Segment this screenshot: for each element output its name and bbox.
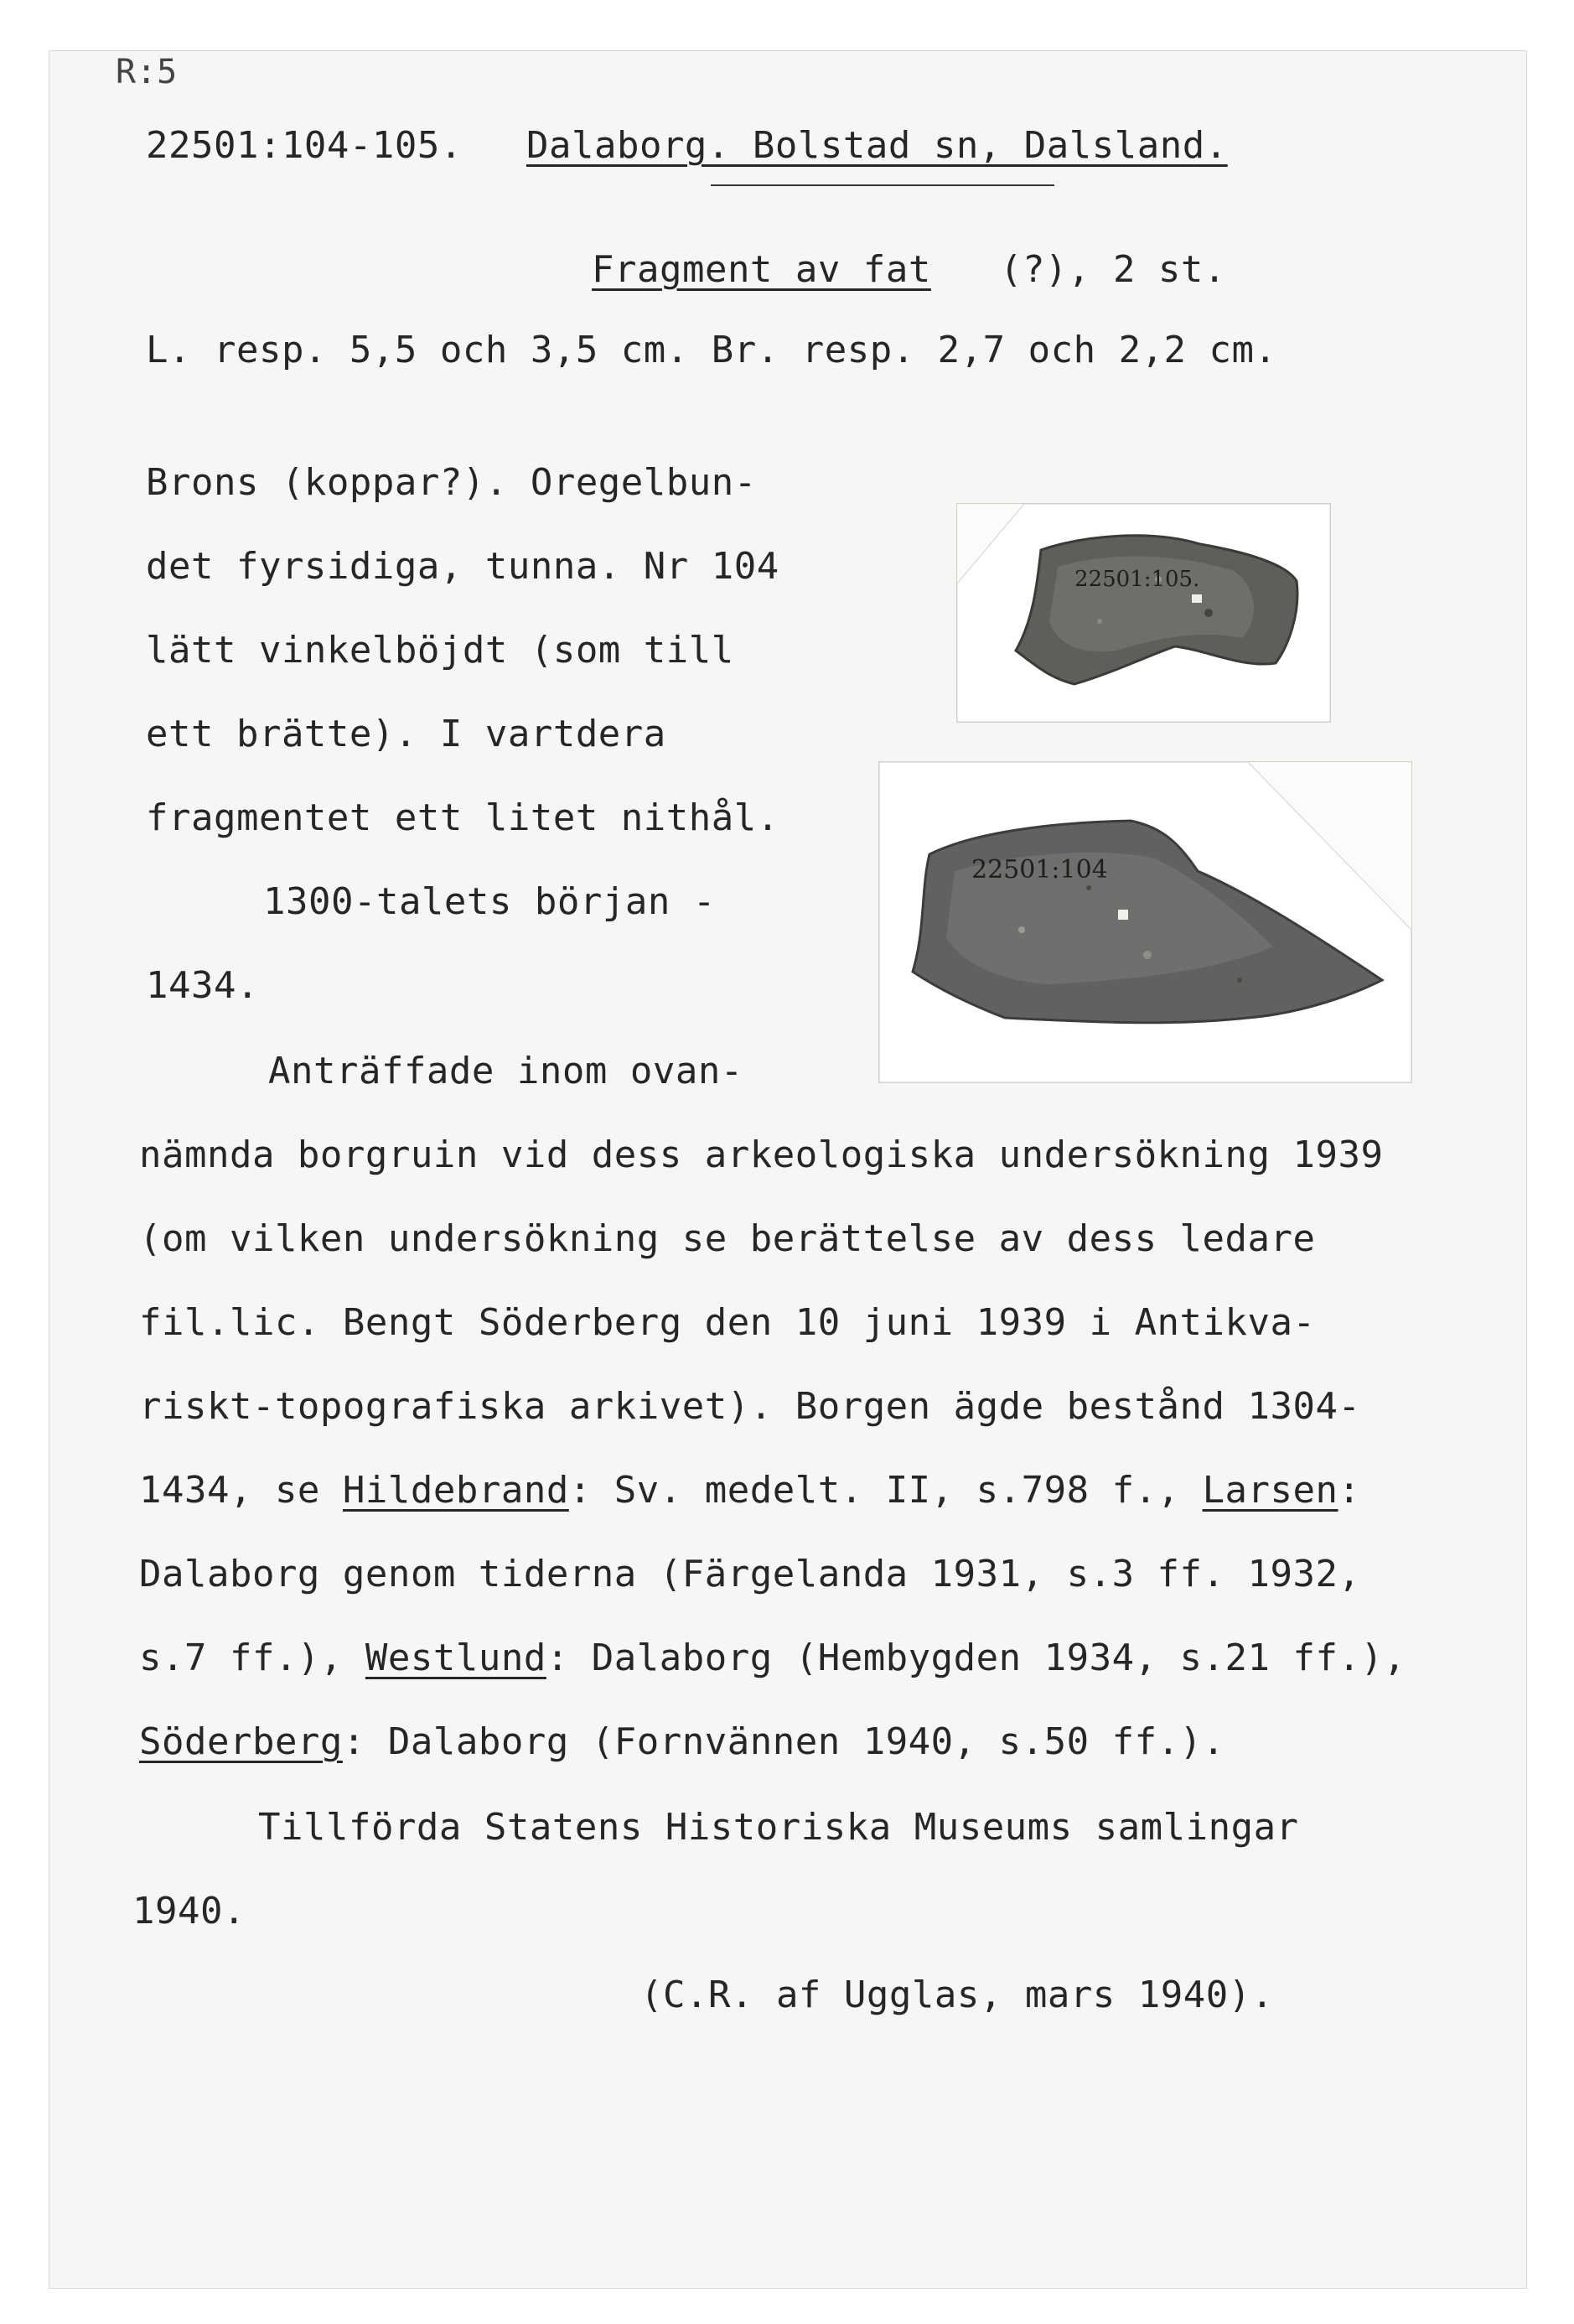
accession-line: 1940. (132, 1890, 246, 1932)
fragment-104-label: 22501:104 (971, 855, 1108, 884)
description-line: fragmentet ett litet nithål. (146, 796, 779, 839)
dimensions: L. resp. 5,5 och 3,5 cm. Br. resp. 2,7 och 2,2 cm. (146, 329, 1277, 371)
findings-line (139, 1720, 1225, 1763)
heading-rule (711, 184, 1054, 186)
findings-line (139, 1637, 1406, 1679)
findings-text: : Dalaborg (Hembygden 1934, s.21 ff.), (546, 1637, 1406, 1679)
findings-line (139, 1469, 1361, 1512)
object-count: (?), 2 st. (977, 248, 1226, 291)
findings-text: : Dalaborg (Fornvännen 1940, s.50 ff.). (342, 1720, 1225, 1763)
fragment-105-image (957, 504, 1330, 722)
reference-westlund: Westlund (365, 1637, 546, 1679)
findings-text: : Sv. medelt. II, s.798 f., (568, 1469, 1203, 1512)
fragment-105-photo (956, 503, 1331, 723)
findings-line: Dalaborg genom tiderna (Färgelanda 1931, s.3 ff. 1932, (139, 1553, 1361, 1595)
findings-line: Anträffade inom ovan- (268, 1050, 743, 1092)
reference-hildebrand: Hildebrand (342, 1469, 569, 1512)
object-name: Fragment av fat (592, 248, 931, 291)
findings-text: s.7 ff.), (139, 1637, 365, 1679)
reference-larsen: Larsen (1202, 1469, 1338, 1512)
description-line: det fyrsidiga, tunna. Nr 104 (146, 545, 779, 588)
accession-line: Tillförda Statens Historiska Museums samlingar (258, 1806, 1299, 1849)
description-line: ett brätte). I vartdera (146, 713, 666, 755)
findings-text: : (1338, 1469, 1361, 1512)
findings-line: (om vilken undersökning se berättelse av dess ledare (139, 1217, 1316, 1260)
findings-line: nämnda borgruin vid dess arkeologiska undersökning 1939 (139, 1133, 1384, 1176)
reference-soderberg: Söderberg (139, 1720, 343, 1763)
signature: (C.R. af Ugglas, mars 1940). (640, 1974, 1274, 2016)
description-line: lätt vinkelböjdt (som till (146, 629, 734, 672)
dating-line: 1300-talets början - (263, 880, 716, 923)
fragment-104-image (879, 762, 1411, 1082)
corner-note: R:5 (116, 53, 178, 91)
fragment-104-photo (878, 761, 1412, 1083)
findings-text: 1434, se (139, 1469, 343, 1512)
findings-line: riskt-topografiska arkivet). Borgen ägde bestånd 1304- (139, 1385, 1361, 1428)
dating-line: 1434. (146, 964, 259, 1007)
accession-number: 22501:104-105. (146, 124, 463, 167)
findings-line: fil.lic. Bengt Söderberg den 10 juni 1939 i Antikva- (139, 1301, 1316, 1344)
find-place: Dalaborg. Bolstad sn, Dalsland. (526, 124, 1228, 167)
catalogue-card (49, 50, 1527, 2289)
description-line: Brons (koppar?). Oregelbun- (146, 461, 757, 504)
fragment-105-label: 22501:105. (1074, 567, 1200, 592)
